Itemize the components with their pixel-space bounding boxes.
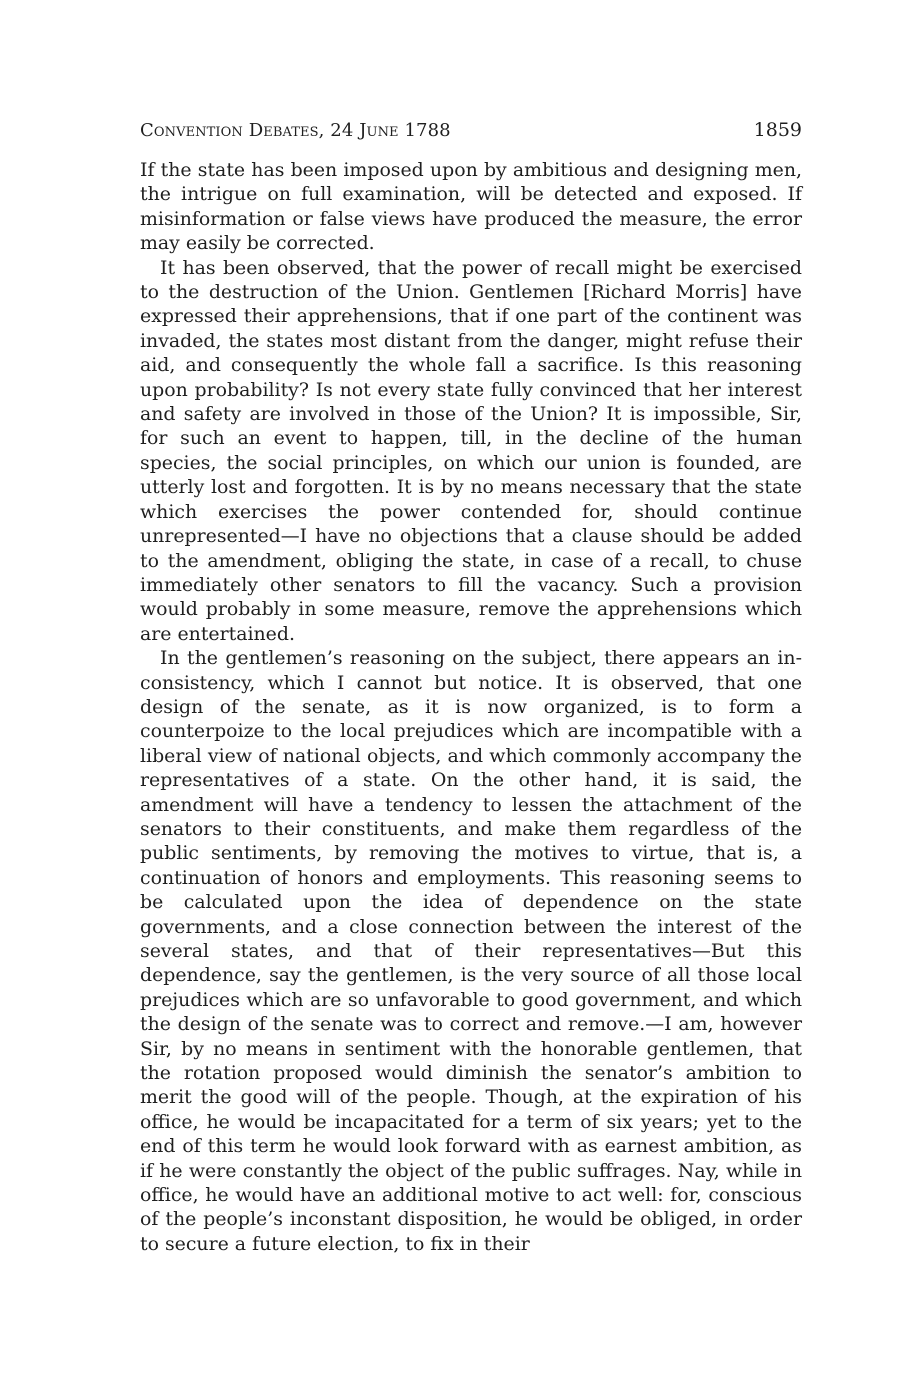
body-text — [140, 158, 802, 1256]
paragraph-3: In the gentlemen’s reasoning on the subject, there appears an inconsistency, which I cannot but notice. It is observed, that one design of the senate, as it is now organized, is to form a counterpoize to the local prejudices which are incompatible with a liberal view of national objects, and which commonly accompany the representatives of a state. On the other hand, it is said, the amendment will have a tendency to lessen the attachment of the senators to their constituents, and make them regardless of the public sentiments, by removing the motives to virtue, that is, a continuation of honors and employments. This reasoning seems to be calculated upon the idea of dependence on the state governments, and a close connection between the interest of the several states, and that of their representatives—But this dependence, say the gentlemen, is the very source of all those local prejudices which are so unfavorable to good government, and which the design of the senate was to correct and remove.—I am, however Sir, by no means in sentiment with the honorable gentlemen, that the rotation proposed would diminish the senator’s ambition to merit the good will of the people. Though, at the expiration of his office, he would be incapacitated for a term of six years; yet to the end of this term he would look forward with as earnest ambition, as if he were constantly the object of the public suffrages. Nay, while in office, he would have an additional motive to act well: for, conscious of the people’s inconstant disposition, he would be obliged, in order to secure a future election, to fix in their — [140, 647, 802, 1255]
document-page — [140, 118, 802, 1256]
paragraph-1: If the state has been imposed upon by ambitious and designing men, the intrigue on full examination, will be detected and exposed. If misinformation or false views have produced the measure, the error may easily be corrected. — [140, 159, 802, 255]
page-number: 1859 — [753, 119, 802, 141]
paragraph-2: It has been observed, that the power of recall might be exercised to the destruction of the Union. Gentlemen [Richard Morris] have expressed their apprehensions, that if one part of the continent was invaded, the states most distant from the danger, might refuse their aid, and consequently the whole fall a sacrifice. Is this reasoning upon probability? Is not every state fully convinced that her interest and safety are involved in those of the Union? It is impossible, Sir, for such an event to happen, till, in the decline of the human species, the social principles, on which our union is founded, are utterly lost and forgotten. It is by no means necessary that the state which exercises the power contended for, should continue unrepresented—I have no objections that a clause should be added to the amendment, obliging the state, in case of a recall, to chuse immediately other senators to fill the vacancy. Such a provision would probably in some measure, remove the apprehensions which are entertained. — [140, 256, 802, 645]
running-title: Convention Debates, 24 June 1788 — [140, 120, 451, 141]
running-head — [140, 118, 802, 158]
